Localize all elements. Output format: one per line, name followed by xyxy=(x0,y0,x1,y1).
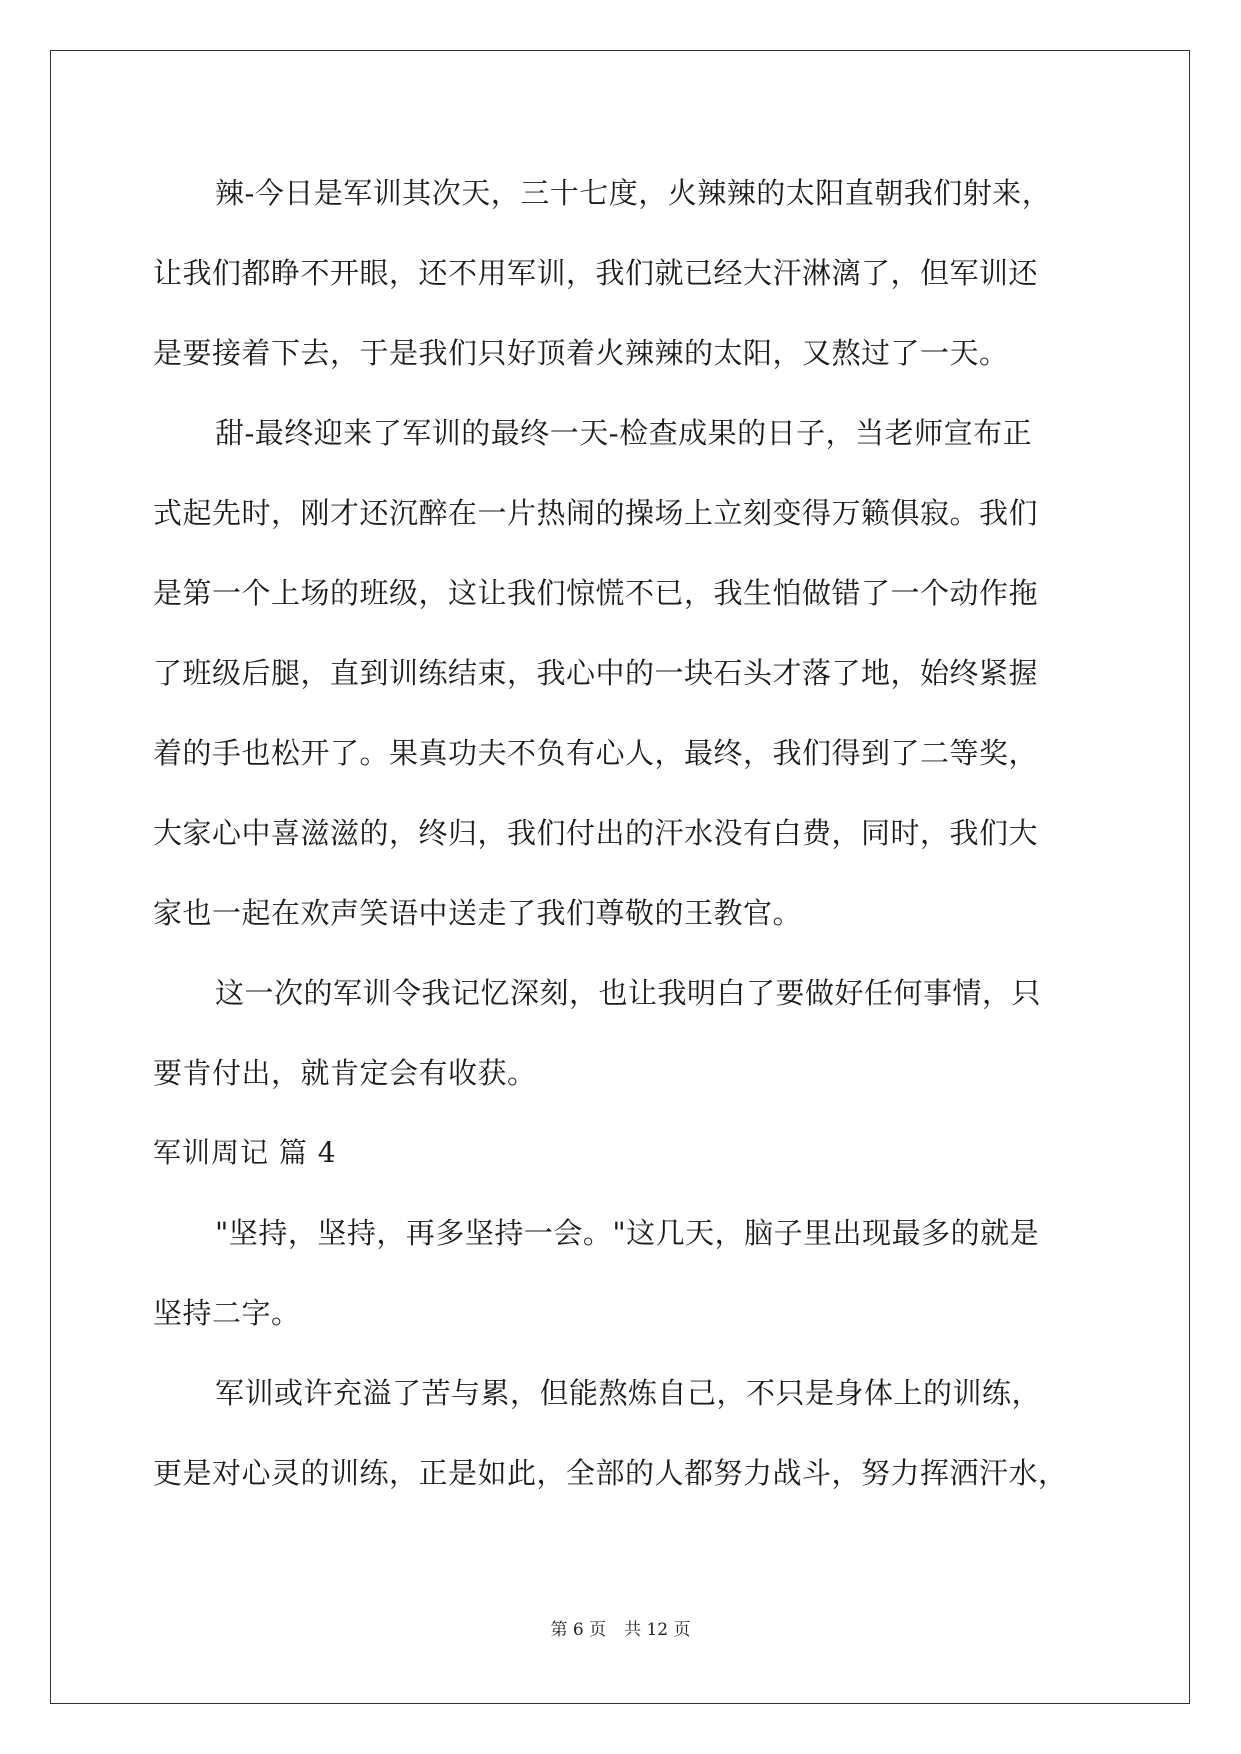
body-text-line: 要肯付出，就肯定会有收获。 xyxy=(153,1056,537,1090)
body-text-line: 让我们都睁不开眼，还不用军训，我们就已经大汗淋漓了，但军训还 xyxy=(153,256,1039,290)
page-total: 共 12 页 xyxy=(624,1620,691,1640)
body-text-line: 家也一起在欢声笑语中送走了我们尊敬的王教官。 xyxy=(153,896,803,930)
body-text-line: 甜-最终迎来了军训的最终一天-检查成果的日子，当老师宣布正 xyxy=(215,416,1033,450)
body-text-line: 这一次的军训令我记忆深刻，也让我明白了要做好任何事情，只 xyxy=(215,976,1042,1010)
body-text-line: 了班级后腿，直到训练结束，我心中的一块石头才落了地，始终紧握 xyxy=(153,656,1039,690)
body-text-line: "坚持，坚持，再多坚持一会。"这几天，脑子里出现最多的就是 xyxy=(215,1216,1040,1250)
section-heading: 军训周记 篇 4 xyxy=(153,1136,337,1169)
page-number: 第 6 页 xyxy=(550,1620,607,1640)
body-text-line: 军训或许充溢了苦与累，但能熬炼自己，不只是身体上的训练， xyxy=(215,1376,1042,1410)
body-text-line: 大家心中喜滋滋的，终归，我们付出的汗水没有白费，同时，我们大 xyxy=(153,816,1039,850)
body-text-line: 坚持二字。 xyxy=(153,1296,301,1330)
body-text-line: 辣-今日是军训其次天，三十七度，火辣辣的太阳直朝我们射来， xyxy=(215,176,1052,210)
body-text-line: 式起先时，刚才还沉醉在一片热闹的操场上立刻变得万籁俱寂。我们 xyxy=(153,496,1039,530)
body-text-line: 是第一个上场的班级，这让我们惊慌不已，我生怕做错了一个动作拖 xyxy=(153,576,1039,610)
body-text-line: 更是对心灵的训练，正是如此，全部的人都努力战斗，努力挥洒汗水， xyxy=(153,1456,1068,1490)
body-text-line: 着的手也松开了。果真功夫不负有心人，最终，我们得到了二等奖， xyxy=(153,736,1039,770)
page-footer xyxy=(0,1618,1241,1642)
body-text-line: 是要接着下去，于是我们只好顶着火辣辣的太阳，又熬过了一天。 xyxy=(153,336,1009,370)
